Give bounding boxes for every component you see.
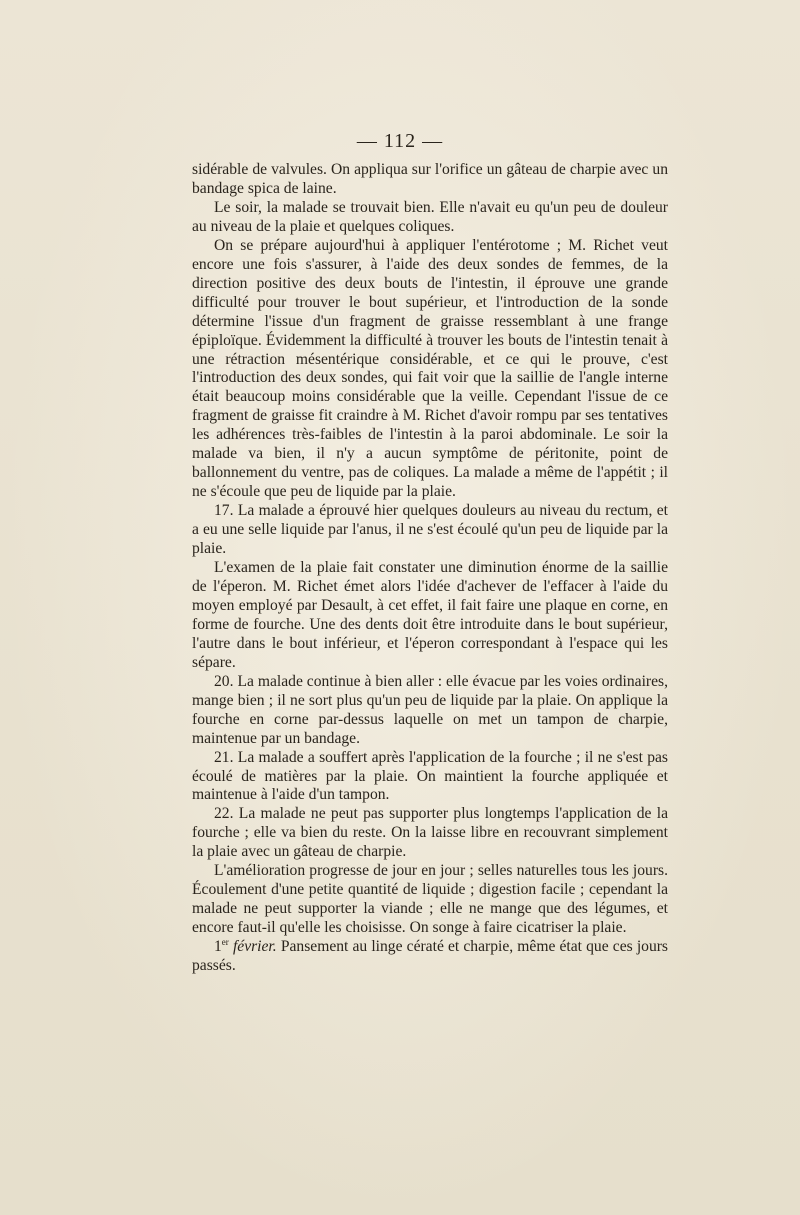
body-text: [192, 161, 668, 976]
paragraph: 17. La malade a éprouvé hier quelques douleurs au niveau du rectum, et a eu une selle liquide par l'anus, il ne s'est écoulé qu'un peu de liquide par la plaie.: [192, 502, 668, 558]
paragraph: On se prépare aujourd'hui à appliquer l'entérotome ; M. Richet veut encore une fois s'assurer, à l'aide des deux sondes de femmes, de la direction positive des deux bouts de l'intestin, il éprouve une grande difficulté pour trouver le bout supérieur, et l'introduction de la sonde détermine l'issue d'un fragment de graisse ressemblant à une frange épiploïque. Évidemment la difficulté à trouver les bouts de l'intestin tenait à une rétraction mésentérique considérable, et ce qui le prouve, c'est l'introduction des deux sondes, qui fait voir que la saillie de l'angle interne était beaucoup moins considérable que la veille. Cependant l'issue de ce fragment de graisse fit craindre à M. Richet d'avoir rompu par ses tentatives les adhérences très-faibles de l'intestin à la paroi abdominale. Le soir la malade va bien, il n'y a aucun symptôme de péritonite, point de ballonnement du ventre, pas de coliques. La malade a même de l'appétit ; il ne s'écoule que peu de liquide par la plaie.: [192, 236, 668, 501]
date-month: février.: [232, 938, 277, 956]
date-day: 1: [214, 938, 222, 956]
page-number: — 112 —: [356, 130, 444, 152]
paragraph-last: [192, 938, 668, 976]
paragraph: sidérable de valvules. On appliqua sur l'orifice un gâteau de charpie avec un bandage spica de laine.: [192, 161, 668, 197]
paragraph: 20. La malade continue à bien aller : elle évacue par les voies ordinaires, mange bien ; il ne sort plus qu'un peu de liquide par la plaie. On applique la fourche en corne par-dessus laquelle on met un tampon de charpie, maintenue par un bandage.: [192, 672, 668, 747]
paragraph: 22. La malade ne peut pas supporter plus longtemps l'application de la fourche ; elle va bien du reste. On la laisse libre en recouvrant simplement la plaie avec un gâteau de charpie.: [192, 805, 668, 861]
date-day-suffix: er: [221, 936, 229, 947]
paragraph: L'amélioration progresse de jour en jour ; selles naturelles tous les jours. Écoulement d'une petite quantité de liquide ; digestion facile ; cependant la malade ne peut supporter la viande ; elle ne mange que des légumes, et encore faut-il qu'elle les choisisse. On songe à faire cicatriser la plaie.: [192, 862, 668, 937]
paragraph: Le soir, la malade se trouvait bien. Elle n'avait eu qu'un peu de douleur au niveau de la plaie et quelques coliques.: [192, 198, 668, 235]
paragraph: 21. La malade a souffert après l'application de la fourche ; il ne s'est pas écoulé de matières par la plaie. On maintient la fourche appliquée et maintenue à l'aide d'un tampon.: [192, 748, 668, 804]
paragraph-last-text: Pansement au linge cératé et charpie, même état que ces jours passés.: [192, 938, 669, 975]
paragraph: L'examen de la plaie fait constater une diminution énorme de la saillie de l'éperon. M. Richet émet alors l'idée d'achever de l'effacer à l'aide du moyen employé par Desault, à cet effet, il fait faire une plaque en corne, en forme de fourche. Une des dents doit être introduite dans le bout supérieur, l'autre dans le bout inférieur, et l'éperon correspondant à l'espace qui les sépare.: [192, 559, 668, 671]
